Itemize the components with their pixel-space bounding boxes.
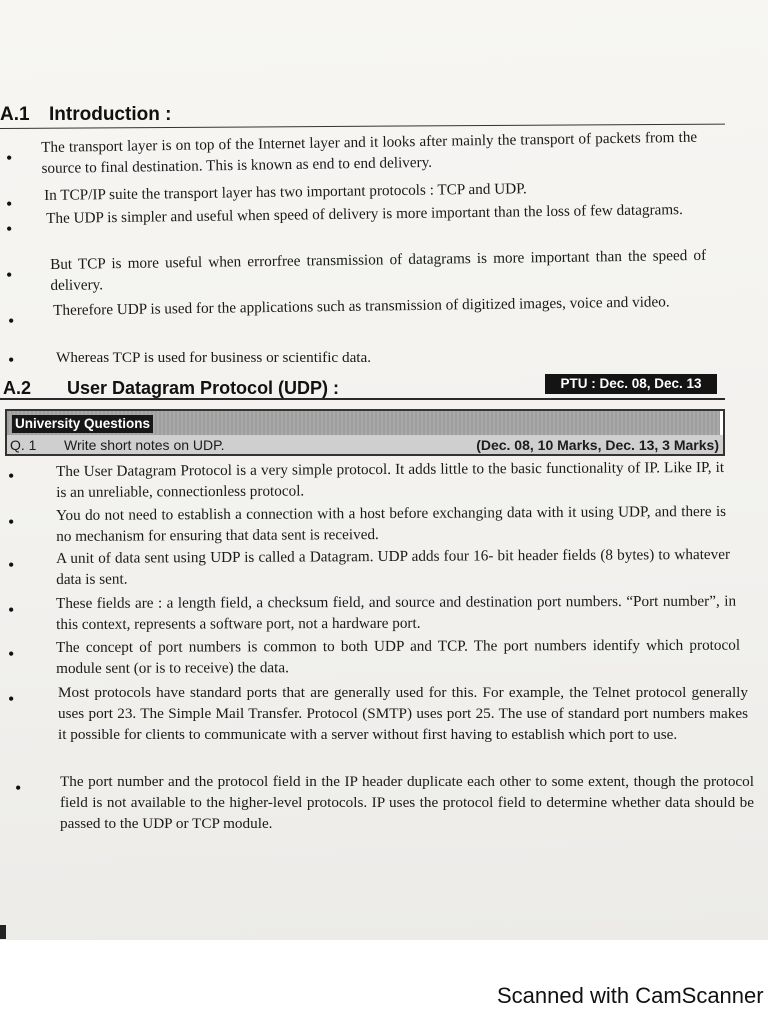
exam-badge: PTU : Dec. 08, Dec. 13 [545, 374, 717, 394]
questions-header-bar [7, 411, 720, 435]
scanner-watermark: Scanned with CamScanner [497, 983, 764, 1008]
section-title: User Datagram Protocol (UDP) : [67, 378, 340, 398]
bullet-text: Most protocols have standard ports that are generally used for this. For example, the Telnet protocol generally uses port 23. The Simple Mail Transfer. Protocol (SMTP) uses port 25. The use of standard port numbers makes it possible for clients to communicate with a server without first having to establish which port to use. [58, 684, 748, 743]
bullet-text: The concept of port numbers is common to both UDP and TCP. The port numbers identify which protocol module sent (or is to receive) the data. [56, 636, 741, 677]
bullet-dot: • [8, 644, 15, 664]
section-number: A.1 [0, 104, 30, 125]
bullet-dot: • [8, 555, 15, 575]
bullet-text: The port number and the protocol field in the IP header duplicate each other to some extent, though the protocol field is not available to the higher-level protocols. IP uses the protocol field to determine whether data should be passed to the UDP or TCP module. [60, 773, 754, 832]
bullet-text: The transport layer is on top of the Internet layer and it looks after mainly the transport of packets from the source to final destination. This is known as end to end delivery. [41, 128, 698, 177]
bullet-text: The UDP is simpler and useful when speed of delivery is more important than the loss of few datagrams. [46, 201, 683, 227]
bullet-dot: • [8, 466, 15, 486]
question-row [7, 435, 723, 454]
bullet-text: The User Datagram Protocol is a very simple protocol. It adds little to the basic functionality of IP. Like IP, it is an unreliable, connectionless protocol. [56, 458, 725, 501]
university-questions-box [5, 409, 725, 456]
page-edge-mark [0, 925, 6, 939]
bullet-dot: • [8, 689, 15, 709]
question-number: Q. 1 [10, 437, 37, 453]
bullet-dot: • [8, 600, 15, 620]
bullet-dot: • [8, 512, 15, 532]
bullet-dot: • [6, 148, 13, 168]
bullet-text: You do not need to establish a connection with a host before exchanging data with it using UDP, and there is no mechanism for ensuring that data sent is received. [56, 502, 727, 545]
bullet-dot: • [15, 778, 22, 798]
bullet-text: These fields are : a length field, a checksum field, and source and destination port numbers. “Port number”, in this context, represents a software port, not a hardware port. [56, 592, 737, 633]
bullet-text: In TCP/IP suite the transport layer has two important protocols : TCP and UDP. [44, 180, 527, 204]
question-text: Write short notes on UDP. [64, 437, 225, 453]
section-number: A.2 [3, 378, 32, 398]
bullet-dot: • [6, 265, 13, 285]
section-title: Introduction : [49, 104, 172, 125]
bullet-text: But TCP is more useful when errorfree transmission of datagrams is more important than the speed of delivery. [50, 246, 707, 294]
heading-rule [0, 398, 725, 400]
bullet-dot: • [6, 219, 13, 239]
bullet-text: Therefore UDP is used for the applications such as transmission of digitized images, voice and video. [53, 293, 670, 319]
questions-label: University Questions [12, 415, 153, 433]
bullet-dot: • [6, 194, 13, 214]
question-marks: (Dec. 08, 10 Marks, Dec. 13, 3 Marks) [476, 437, 719, 453]
bullet-text: Whereas TCP is used for business or scientific data. [56, 349, 372, 366]
bullet-dot: • [8, 311, 15, 331]
bullet-text: A unit of data sent using UDP is called a Datagram. UDP adds four 16- bit header fields (8 bytes) to whatever data is sent. [56, 545, 731, 588]
bullet-dot: • [8, 350, 15, 370]
